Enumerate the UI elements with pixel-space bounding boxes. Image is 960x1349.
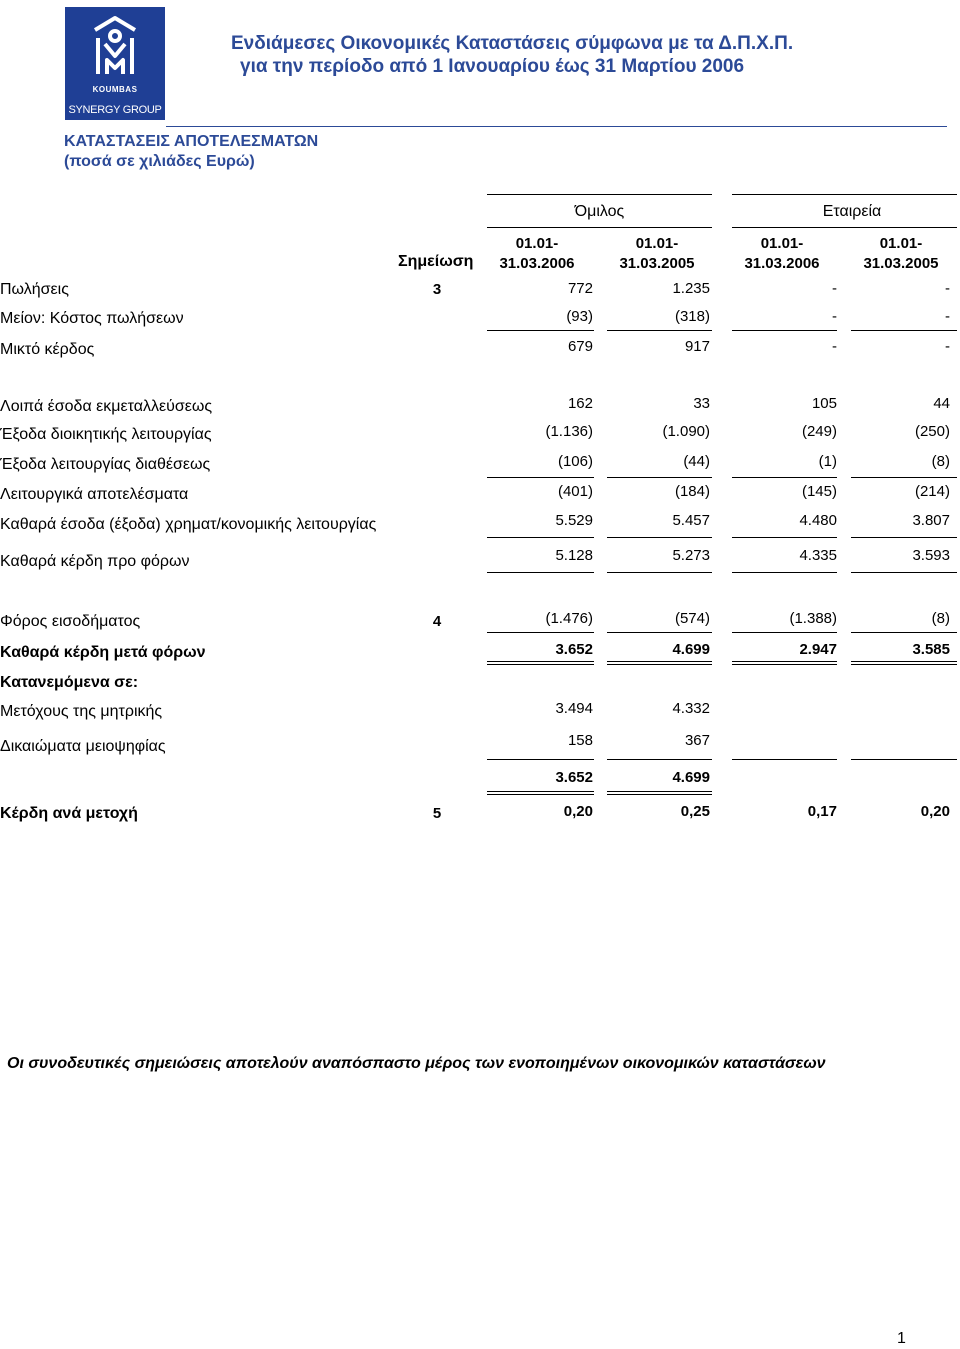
row-label: Μείον: Κόστος πωλήσεων xyxy=(0,310,184,327)
group-rule-omilos-bottom xyxy=(487,227,712,228)
subtotal-rule xyxy=(732,477,837,478)
column-header-line: 31.03.2006 xyxy=(744,255,820,272)
report-title-line2: για την περίοδο από 1 Ιανουαρίου έως 31 Μαρτίου 2006 xyxy=(240,56,745,77)
logo-group-text: SYNERGY GROUP xyxy=(68,104,162,116)
cell-value: 3.652 xyxy=(555,769,593,786)
cell-value: 4.332 xyxy=(672,700,710,717)
row-label: Κατανεμόμενα σε: xyxy=(0,674,139,691)
column-header xyxy=(851,234,951,274)
column-header xyxy=(607,234,707,274)
row-label: Καθαρά έσοδα (έξοδα) χρηματ/κονομικής λειτουργίας xyxy=(0,516,377,533)
cell-value: 3.652 xyxy=(555,641,593,658)
column-header-line: 31.03.2005 xyxy=(619,255,695,272)
subtotal-rule xyxy=(851,572,957,573)
subtotal-rule xyxy=(487,632,594,633)
footer-note: Οι συνοδευτικές σημειώσεις αποτελούν αναπόσπαστο μέρος των ενοποιημένων οικονομικών καταστάσεων xyxy=(7,1055,826,1072)
cell-value: (1.388) xyxy=(789,610,837,627)
cell-value: 367 xyxy=(684,732,710,749)
subtotal-rule xyxy=(607,330,712,331)
report-title-line1: Ενδιάμεσες Οικονομικές Καταστάσεις σύμφωνα με τα Δ.Π.Χ.Π. xyxy=(231,33,794,54)
logo-brand-text: KOUMBAS xyxy=(92,85,138,94)
row-label: Δικαιώματα μειοψηφίας xyxy=(0,738,166,755)
cell-value: 0,25 xyxy=(680,803,710,820)
column-header-line: 01.01- xyxy=(760,235,804,252)
row-note: 5 xyxy=(432,805,442,822)
section-title: ΚΑΤΑΣΤΑΣΕΙΣ ΑΠΟΤΕΛΕΣΜΑΤΩΝ xyxy=(64,133,319,150)
cell-value: 0,17 xyxy=(807,803,837,820)
cell-value: 5.457 xyxy=(672,512,710,529)
cell-value: 2.947 xyxy=(799,641,837,658)
column-header-line: 01.01- xyxy=(879,235,923,252)
subtotal-rule xyxy=(732,759,837,760)
subtotal-rule xyxy=(607,572,712,573)
cell-value: 3.807 xyxy=(912,512,950,529)
subtotal-rule xyxy=(607,477,712,478)
subtotal-rule xyxy=(851,537,957,538)
cell-value: 772 xyxy=(567,280,593,297)
cell-value: (8) xyxy=(931,610,950,627)
row-label: Καθαρά κέρδη προ φόρων xyxy=(0,553,190,570)
cell-value: (1) xyxy=(818,453,837,470)
column-header-line: 31.03.2006 xyxy=(499,255,575,272)
group-rule-omilos xyxy=(487,194,712,195)
cell-value: - xyxy=(945,338,950,355)
total-double-rule xyxy=(487,791,594,795)
row-label: Έξοδα λειτουργίας διαθέσεως xyxy=(0,456,211,473)
cell-value: (1.476) xyxy=(545,610,593,627)
cell-value: 105 xyxy=(811,395,837,412)
cell-value: 679 xyxy=(567,338,593,355)
total-double-rule xyxy=(732,661,837,665)
cell-value: (93) xyxy=(566,308,593,325)
subtotal-rule xyxy=(732,330,837,331)
cell-value: 44 xyxy=(933,395,950,412)
cell-value: (574) xyxy=(674,610,710,627)
group-label-etaireia: Εταιρεία xyxy=(822,203,882,220)
cell-value: 0,20 xyxy=(920,803,950,820)
row-label: Κέρδη ανά μετοχή xyxy=(0,805,138,822)
company-logo xyxy=(65,7,165,120)
row-label: Πωλήσεις xyxy=(0,281,69,298)
subtotal-rule xyxy=(607,759,712,760)
cell-value: (1.090) xyxy=(662,423,710,440)
note-column-header: Σημείωση xyxy=(398,253,474,270)
group-rule-etaireia-bottom xyxy=(732,227,957,228)
total-double-rule xyxy=(851,661,957,665)
cell-value: (145) xyxy=(801,483,837,500)
cell-value: 0,20 xyxy=(563,803,593,820)
cell-value: (249) xyxy=(801,423,837,440)
page-number: 1 xyxy=(897,1330,906,1347)
cell-value: (106) xyxy=(557,453,593,470)
cell-value: (184) xyxy=(674,483,710,500)
subtotal-rule xyxy=(732,537,837,538)
subtotal-rule xyxy=(851,477,957,478)
cell-value: - xyxy=(832,338,837,355)
subtotal-rule xyxy=(487,537,594,538)
cell-value: 4.480 xyxy=(799,512,837,529)
group-label-omilos: Όμιλος xyxy=(574,203,625,220)
section-subtitle: (ποσά σε χιλιάδες Ευρώ) xyxy=(64,153,255,170)
column-header-line: 01.01- xyxy=(515,235,559,252)
subtotal-rule xyxy=(487,330,594,331)
cell-value: 3.593 xyxy=(912,547,950,564)
total-double-rule xyxy=(607,791,712,795)
column-header-line: 01.01- xyxy=(635,235,679,252)
subtotal-rule xyxy=(851,632,957,633)
cell-value: 4.335 xyxy=(799,547,837,564)
cell-value: 1.235 xyxy=(672,280,710,297)
cell-value: 158 xyxy=(567,732,593,749)
subtotal-rule xyxy=(607,537,712,538)
subtotal-rule xyxy=(732,632,837,633)
cell-value: - xyxy=(945,280,950,297)
subtotal-rule xyxy=(851,759,957,760)
cell-value: (401) xyxy=(557,483,593,500)
cell-value: (8) xyxy=(931,453,950,470)
cell-value: 162 xyxy=(567,395,593,412)
header-divider xyxy=(166,126,947,127)
cell-value: 3.585 xyxy=(912,641,950,658)
cell-value: - xyxy=(832,280,837,297)
subtotal-rule xyxy=(607,632,712,633)
cell-value: 5.273 xyxy=(672,547,710,564)
row-label: Μετόχους της μητρικής xyxy=(0,703,163,720)
column-header xyxy=(732,234,832,274)
row-label: Καθαρά κέρδη μετά φόρων xyxy=(0,644,206,661)
column-header-line: 31.03.2005 xyxy=(863,255,939,272)
cell-value: 4.699 xyxy=(672,641,710,658)
row-label: Λοιπά έσοδα εκμεταλλεύσεως xyxy=(0,398,213,415)
row-note: 3 xyxy=(432,281,442,298)
cell-value: 4.699 xyxy=(672,769,710,786)
row-label: Λειτουργικά αποτελέσματα xyxy=(0,486,189,503)
cell-value: (44) xyxy=(683,453,710,470)
cell-value: 5.128 xyxy=(555,547,593,564)
row-label: Φόρος εισοδήματος xyxy=(0,613,141,630)
total-double-rule xyxy=(487,661,594,665)
cell-value: 3.494 xyxy=(555,700,593,717)
total-double-rule xyxy=(607,661,712,665)
cell-value: (1.136) xyxy=(545,423,593,440)
subtotal-rule xyxy=(487,759,594,760)
group-rule-etaireia xyxy=(732,194,957,195)
row-label: Έξοδα διοικητικής λειτουργίας xyxy=(0,426,212,443)
cell-value: (250) xyxy=(914,423,950,440)
subtotal-rule xyxy=(851,330,957,331)
row-label: Μικτό κέρδος xyxy=(0,341,95,358)
cell-value: (214) xyxy=(914,483,950,500)
cell-value: (318) xyxy=(674,308,710,325)
subtotal-rule xyxy=(732,572,837,573)
subtotal-rule xyxy=(487,477,594,478)
cell-value: 33 xyxy=(693,395,710,412)
cell-value: 917 xyxy=(684,338,710,355)
cell-value: 5.529 xyxy=(555,512,593,529)
cell-value: - xyxy=(945,308,950,325)
cell-value: - xyxy=(832,308,837,325)
row-note: 4 xyxy=(432,613,442,630)
subtotal-rule xyxy=(487,572,594,573)
column-header xyxy=(487,234,587,274)
